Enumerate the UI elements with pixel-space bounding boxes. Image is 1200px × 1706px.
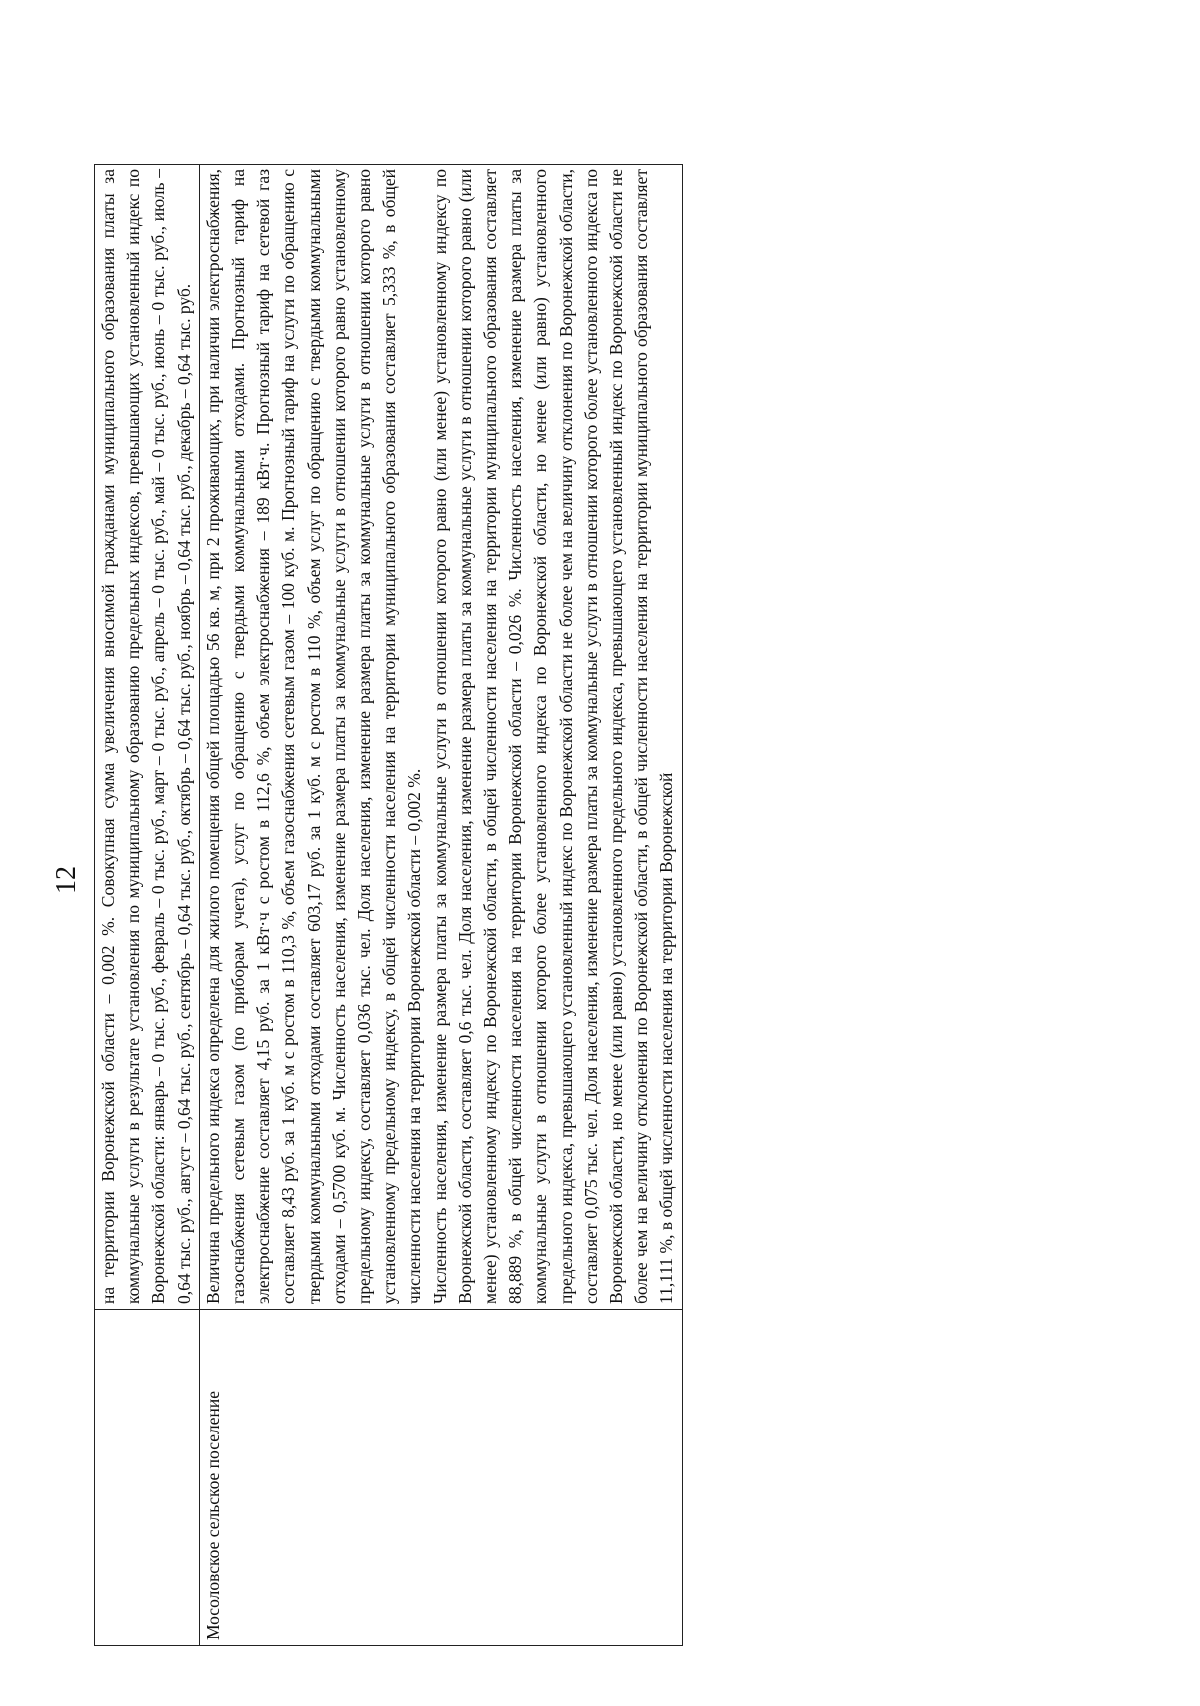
table-row — [199, 165, 682, 1646]
rotated-page — [40, 80, 1120, 1680]
data-table — [94, 164, 683, 1646]
description-cell — [95, 165, 200, 1310]
description-cell — [199, 165, 682, 1310]
municipality-name-cell — [95, 1310, 200, 1646]
paragraph: Численность населения, изменение размера платы за коммунальные услуги в отношении которого равно (или менее) установленному индексу по Воронежской области, составляет 0,6 тыс. чел. Доля населения, изменение размера платы за коммунальные услуги в отношении которого равно (или менее) установленному индексу по Воронежской области, в общей численности населения на территории муниципального образования составляет 88,889 %, в общей численности населения на территории Воронежской области – 0,026 %. Численность населения, изменение размера платы за коммунальные услуги в отношении которого более установленного индекса по Воронежской области, но менее (или равно) установленного предельного индекса, превышающего установленный индекс по Воронежской области не более чем на величину отклонения по Воронежской области, составляет 0,075 тыс. чел. Доля населения, изменение размера платы за коммунальные услуги в отношении которого более установленного индекса по Воронежской области, но менее (или равно) установленного предельного индекса, превышающего установленный индекс по Воронежской области не более чем на величину отклонения по Воронежской области, в общей численности населения на территории муниципального образования составляет 11,111 %, в общей численности населения на территории Воронежской — [429, 169, 677, 1304]
paragraph: Величина предельного индекса определена для жилого помещения общей площадью 56 кв. м, при 2 проживающих, при наличии электроснабжения, газоснабжения сетевым газом (по приборам учета), услуг по обращению с твердыми коммунальными отходами. Прогнозный тариф на электроснабжение составляет 4,15 руб. за 1 кВт·ч с ростом в 112,6 %, объем электроснабжения – 189 кВт·ч. Прогнозный тариф на сетевой газ составляет 8,43 руб. за 1 куб. м с ростом в 110,3 %, объем газоснабжения сетевым газом – 100 куб. м. Прогнозный тариф на услуги по обращению с твердыми коммунальными отходами составляет 603,17 руб. за 1 куб. м с ростом в 110 %, объем услуг по обращению с твердыми коммунальными отходами – 0,5700 куб. м. Численность населения, изменение размера платы за коммунальные услуги в отношении которого равно установленному предельному индексу, составляет 0,036 тыс. чел. Доля населения, изменение размера платы за коммунальные услуги в отношении которого равно установленному предельному индексу, в общей численности населения на территории муниципального образования составляет 5,333 %, в общей численности населения на территории Воронежской области – 0,002 %. — [202, 169, 425, 1304]
table-row — [95, 165, 200, 1646]
paragraph: на территории Воронежской области – 0,002 %. Совокупная сумма увеличения вносимой гражданами муниципального образования платы за коммунальные услуги в результате установления по муниципальному образованию предельных индексов, превышающих установленный индекс по Воронежской области: январь – 0 тыс. руб., февраль – 0 тыс. руб., март – 0 тыс. руб., апрель – 0 тыс. руб., май – 0 тыс. руб., июнь – 0 тыс. руб., июль – 0,64 тыс. руб., август – 0,64 тыс. руб., сентябрь – 0,64 тыс. руб., октябрь – 0,64 тыс. руб., ноябрь – 0,64 тыс. руб., декабрь – 0,64 тыс. руб. — [98, 169, 194, 1304]
page-number: 12 — [51, 866, 82, 894]
municipality-name-cell: Мосоловское сельское поселение — [199, 1310, 682, 1646]
